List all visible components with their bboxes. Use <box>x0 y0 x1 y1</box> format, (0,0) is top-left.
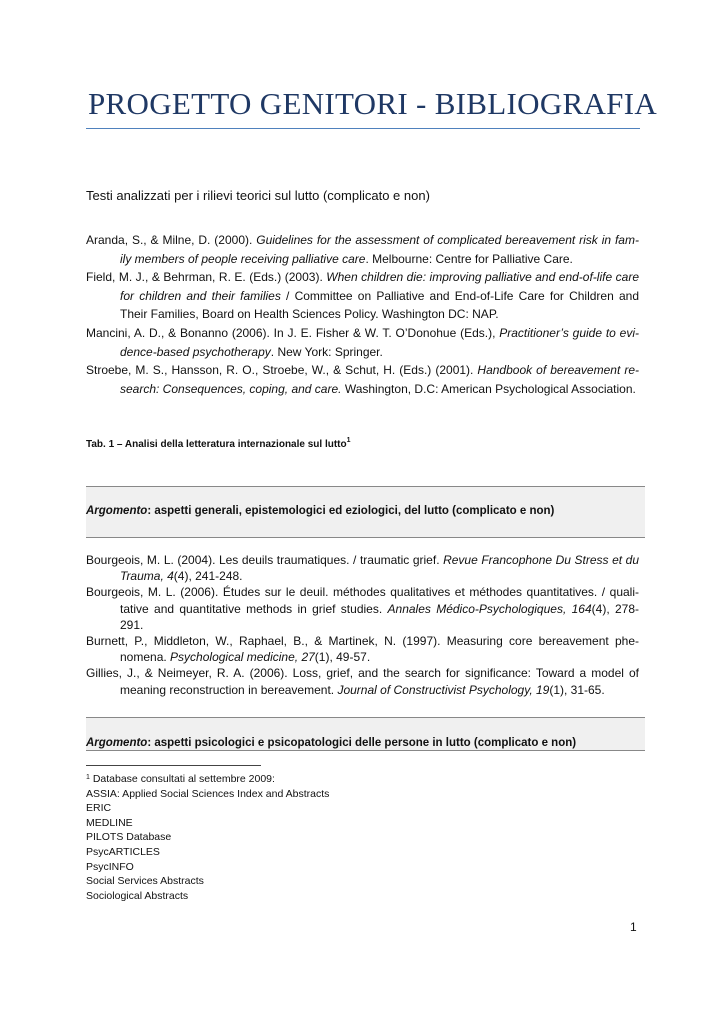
page-number: 1 <box>630 920 637 934</box>
database-item: PILOTS Database <box>86 831 172 844</box>
topic-header-text: Argomento: aspetti generali, epistemologici ed eziologici, del lutto (complicato e non) <box>86 505 555 517</box>
reference-entry: Burnett, P., Middleton, W., Raphael, B., & Martinek, N. (1997). Measuring core bereavement phe-nomena. Psychological medicine, 27(1), 49-57. <box>86 634 639 665</box>
topic-header-text: Argomento: aspetti psicologici e psicopatologici delle persone in lutto (complicato e non) <box>86 737 577 749</box>
topic-header-psychological <box>86 717 645 751</box>
table-caption: Tab. 1 – Analisi della letteratura internazionale sul lutto$^1$ <box>86 437 351 450</box>
footnote-reference[interactable]: 1 <box>346 437 351 444</box>
title-underline <box>86 128 640 129</box>
footnote <box>86 772 329 903</box>
reference-entry: Stroebe, M. S., Hansson, R. O., Stroebe, W., & Schut, H. (Eds.) (2001). Handbook of bereavement re-search: Consequences, coping, and care. Washington, D.C: American Psychological Association. <box>86 363 639 396</box>
database-item: Sociological Abstracts <box>86 889 189 902</box>
database-item: PsycARTICLES <box>86 845 160 858</box>
footnote-marker: 1 <box>86 774 90 781</box>
section-subtitle: Testi analizzati per i rilievi teorici sul lutto (complicato e non) <box>86 188 430 203</box>
topic-header-general <box>86 486 645 538</box>
database-item: ERIC <box>86 802 112 815</box>
reference-entry: Bourgeois, M. L. (2006). Études sur le deuil. méthodes qualitatives et méthodes quantitatives. / quali-tative and quantitative methods in grief studies. Annales Médico-Psychologiques, 164(4), 278-291. <box>86 585 640 632</box>
database-item: MEDLINE <box>86 816 133 829</box>
reference-list-general <box>86 552 639 698</box>
reference-entry: Field, M. J., & Behrman, R. E. (Eds.) (2003). When children die: improving palliative and end-of-life care for children and their families / Committee on Palliative and End-of-Life Care for Children and Their Families, Board on Health Sciences Policy. Washington DC: NAP. <box>86 270 639 322</box>
reference-entry: Bourgeois, M. L. (2004). Les deuils traumatiques. / traumatic grief. Revue Francophone Du Stress et du Trauma, 4(4), 241-248. <box>86 553 639 584</box>
reference-entry: Mancini, A. D., & Bonanno (2006). In J. E. Fisher & W. T. O’Donohue (Eds.), Practitioner’s guide to evi-dence-based psychotherapy. New York: Springer. <box>86 325 639 359</box>
footnote-heading: $^1$ Database consultati al settembre 2009: <box>86 773 275 785</box>
document-title: PROGETTO GENITORI - BIBLIOGRAFIA <box>88 86 658 121</box>
reference-entry: Gillies, J., & Neimeyer, R. A. (2006). Loss, grief, and the search for significance: Toward a model of meaning reconstruction in bereavement. Journal of Constructivist Psychology, 19(1), 31-65. <box>86 666 639 697</box>
reference-entry: Aranda, S., & Milne, D. (2000). Guidelines for the assessment of complicated bereavement risk in fam-ily members of people receiving palliative care. Melbourne: Centre for Palliative Care. <box>86 233 639 266</box>
database-item: PsycINFO <box>86 860 134 873</box>
database-item: Social Services Abstracts <box>86 875 204 888</box>
database-item: ASSIA: Applied Social Sciences Index and Abstracts <box>86 787 330 800</box>
reference-list-intro <box>86 231 639 398</box>
footnote-separator <box>86 765 261 766</box>
